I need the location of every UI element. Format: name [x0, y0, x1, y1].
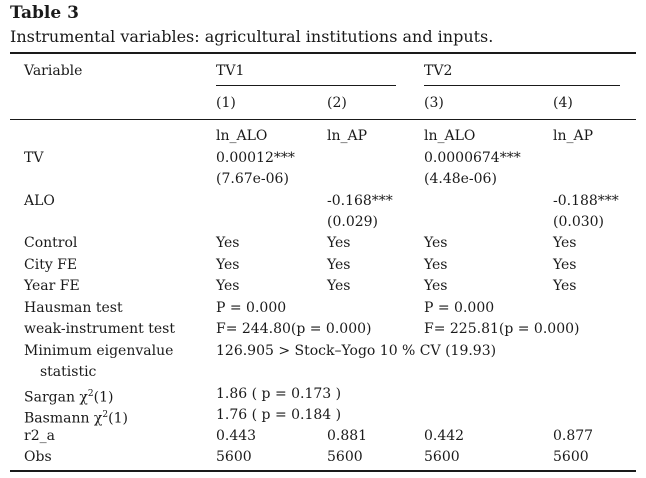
header-col-2: (2): [327, 95, 347, 111]
group-rule-tv1: [216, 85, 396, 86]
row-tv-c1-se: (7.67e-06): [216, 171, 289, 187]
row-obs-c4: 5600: [553, 449, 589, 465]
row-tv-c3: 0.0000674***: [424, 150, 521, 166]
row-obs-c3: 5600: [424, 449, 460, 465]
row-control-c3: Yes: [424, 235, 448, 251]
row-weak-label: weak-instrument test: [24, 321, 175, 337]
depvar-1: ln_ALO: [216, 128, 268, 144]
row-hausman-label: Hausman test: [24, 300, 123, 316]
row-yearfe-label: Year FE: [24, 278, 80, 294]
row-basmann-label: Basmann $\chi^2(1)$: [24, 410, 128, 427]
row-yearfe-c2: Yes: [327, 278, 351, 294]
row-yearfe-c1: Yes: [216, 278, 240, 294]
row-alo-c2-se: (0.029): [327, 214, 379, 230]
row-r2a-c2: 0.881: [327, 428, 368, 444]
table-caption: Instrumental variables: agricultural institutions and inputs.: [10, 27, 494, 46]
row-control-c2: Yes: [327, 235, 351, 251]
header-col-4: (4): [553, 95, 573, 111]
row-obs-label: Obs: [24, 449, 52, 465]
row-cityfe-c4: Yes: [553, 257, 577, 273]
row-mineig-label-cont: statistic: [40, 364, 97, 380]
row-alo-c4: -0.188***: [553, 193, 619, 209]
row-r2a-c4: 0.877: [553, 428, 594, 444]
header-group-tv1: TV1: [216, 63, 245, 79]
row-tv-label: TV: [24, 150, 44, 166]
row-control-label: Control: [24, 235, 78, 251]
depvar-3: ln_ALO: [424, 128, 476, 144]
row-alo-label: ALO: [24, 193, 55, 209]
header-col-3: (3): [424, 95, 444, 111]
row-yearfe-c3: Yes: [424, 278, 448, 294]
header-col-1: (1): [216, 95, 236, 111]
row-r2a-c1: 0.443: [216, 428, 257, 444]
header-group-tv2: TV2: [424, 63, 453, 79]
row-tv-c3-se: (4.48e-06): [424, 171, 497, 187]
row-cityfe-c3: Yes: [424, 257, 448, 273]
bottom-rule: [10, 470, 636, 472]
depvar-2: ln_AP: [327, 128, 368, 144]
row-cityfe-label: City FE: [24, 257, 78, 273]
row-cityfe-c2: Yes: [327, 257, 351, 273]
depvar-4: ln_AP: [553, 128, 594, 144]
header-rule: [10, 119, 636, 120]
row-alo-c2: -0.168***: [327, 193, 393, 209]
row-sargan-label: Sargan $\chi^2(1)$: [24, 389, 114, 406]
row-alo-c4-se: (0.030): [553, 214, 605, 230]
row-mineig-label: Minimum eigenvalue: [24, 343, 174, 359]
row-sargan-value: 1.86 ( p = 0.173 ): [216, 386, 342, 402]
row-control-c1: Yes: [216, 235, 240, 251]
row-control-c4: Yes: [553, 235, 577, 251]
top-rule: [10, 52, 636, 54]
table-label: Table 3: [10, 3, 79, 23]
row-basmann-value: 1.76 ( p = 0.184 ): [216, 407, 342, 423]
row-weak-tv1: F= 244.80(p = 0.000): [216, 321, 372, 337]
row-yearfe-c4: Yes: [553, 278, 577, 294]
row-r2a-label: r2_a: [24, 428, 55, 444]
row-weak-tv2: F= 225.81(p = 0.000): [424, 321, 580, 337]
header-variable: Variable: [24, 63, 83, 79]
row-hausman-tv2: P = 0.000: [424, 300, 495, 316]
row-hausman-tv1: P = 0.000: [216, 300, 287, 316]
row-obs-c1: 5600: [216, 449, 252, 465]
row-obs-c2: 5600: [327, 449, 363, 465]
row-mineig-value: 126.905 > Stock–Yogo 10 % CV (19.93): [216, 343, 497, 359]
row-r2a-c3: 0.442: [424, 428, 465, 444]
row-cityfe-c1: Yes: [216, 257, 240, 273]
row-tv-c1: 0.00012***: [216, 150, 295, 166]
group-rule-tv2: [424, 85, 620, 86]
